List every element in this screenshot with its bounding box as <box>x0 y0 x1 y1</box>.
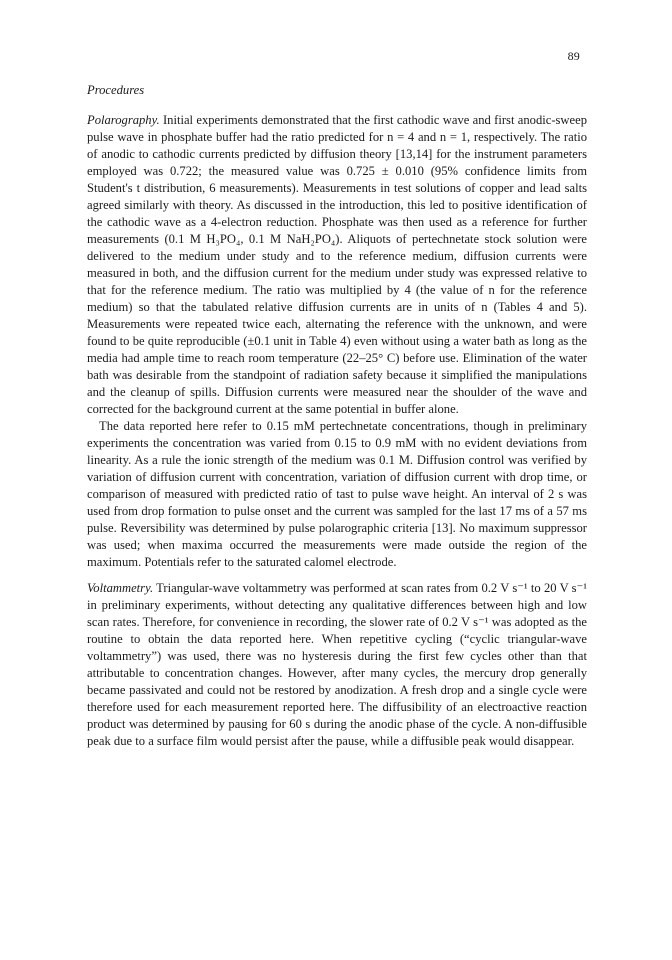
polarography-paragraph-2: The data reported here refer to 0.15 mM pertechnetate concentrations, though in preliminary experiments the concentration was varied from 0.15 to 0.9 mM with no evident deviations from linearity. As a rule the ionic strength of the medium was 0.1 M. Diffusion control was verified by variation of diffusion current with concentration, variation of diffusion current with drop time, or comparison of measured with predicted ratio of tast to pulse wave height. An interval of 2 s was used from drop formation to pulse onset and the current was sampled for the last 17 ms of a 57 ms pulse. Reversibility was determined by pulse polarographic criteria [13]. No maximum suppressor was used; when maxima occurred the measurements were made outside the region of the maximum. Potentials refer to the saturated calomel electrode. <box>87 419 587 569</box>
polarography-text-1: Initial experiments demonstrated that the first cathodic wave and first anodic-sweep pulse wave in phosphate buffer had the ratio predicted for n = 4 and n = 1, respectively. The ratio of anodic to cathodic currents predicted by diffusion theory [13,14] for the instrument parameters employed was 0.722; the measured value was 0.725 ± 0.010 (95% confidence limits from Student's t distribution, 6 measurements). Measurements in test solutions of copper and lead salts agreed similarly with theory. As discussed in the introduction, this led to positive identification of the cathodic wave as a 4-electron reduction. Phosphate was then used as a reference for further measurements (0.1 M H₃PO₄, 0.1 M NaH₂PO₄). Aliquots of pertechnetate stock solution were delivered to the medium under study and to the reference medium, diffusion currents were measured in both, and the diffusion current for the medium under study was expressed relative to that for the reference medium. The ratio was multiplied by 4 (the value of n for the reference medium) so that the tabulated relative diffusion currents are in units of n (Tables 4 and 5). Measurements were repeated twice each, alternating the reference with the unknown, and were found to be quite reproducible (±0.1 unit in Table 4) even without using a water bath as long as the media had ample time to reach room temperature (22–25° C) before use. Elimination of the water bath was desirable from the standpoint of radiation safety because it simplified the manipulations and the cleanup of spills. Diffusion currents were measured near the shoulder of the wave and corrected for the background current at the same potential in buffer alone. <box>87 113 587 416</box>
polarography-runin-heading: Polarography. <box>87 113 160 127</box>
voltammetry-text: Triangular-wave voltammetry was performed at scan rates from 0.2 V s⁻¹ to 20 V s⁻¹ in preliminary experiments, without detecting any qualitative differences between high and low scan rates. Therefore, for convenience in recording, the slower rate of 0.2 V s⁻¹ was adopted as the routine to obtain the data reported here. When repetitive cycling (“cyclic triangular-wave voltammetry”) was used, there was no hysteresis during the first few cycles other than that attributable to concentration changes. However, after many cycles, the mercury drop generally became passivated and could not be restored by anodization. A fresh drop and a single cycle were therefore used for each measurement reported here. The diffusibility of an electroactive reaction product was determined by pausing for 60 s during the anodic phase of the cycle. A non-diffusible peak due to a surface film would persist after the pause, while a diffusible peak would disappear. <box>87 581 588 748</box>
voltammetry-paragraph <box>87 580 587 750</box>
section-heading: Procedures <box>87 83 145 97</box>
page-body <box>87 82 587 750</box>
section-gap <box>87 571 587 580</box>
page-number: 89 <box>567 49 580 63</box>
voltammetry-runin-heading: Voltammetry. <box>87 581 154 595</box>
polarography-paragraph <box>87 112 587 418</box>
